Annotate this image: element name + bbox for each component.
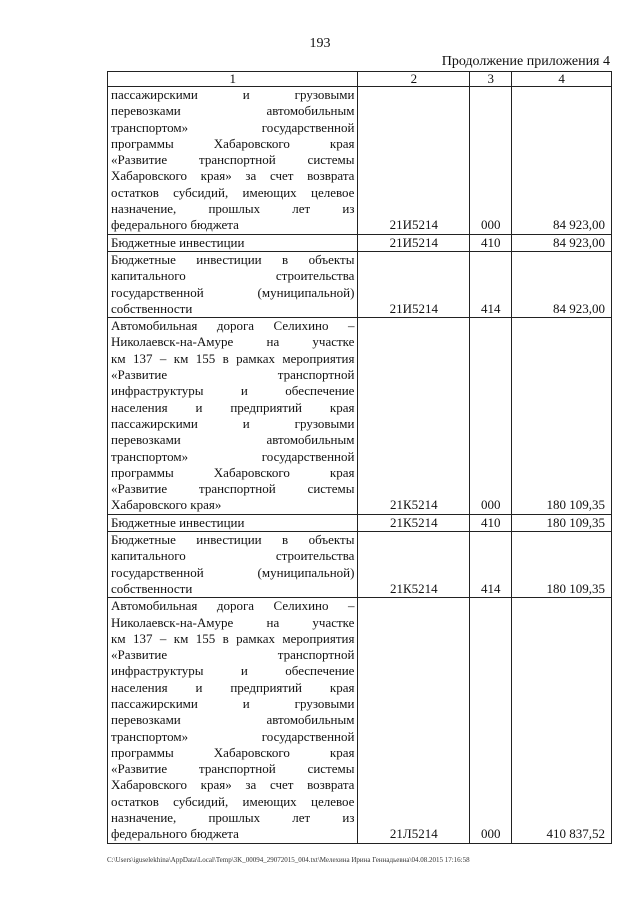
row-name-cell [108,318,358,515]
row-name-line: Автомобильная дорога Селихино – [111,598,355,614]
row-name-line: перевозками автомобильным [111,712,355,728]
row-name-line: пассажирскими и грузовыми [111,415,355,431]
row-name-line: инфраструктуры и обеспечение [111,663,355,679]
row-name-line: инфраструктуры и обеспечение [111,383,355,399]
row-name-cell [108,514,358,531]
table-row [108,532,612,598]
row-name-line: Николаевск-на-Амуре на участке [111,614,355,630]
row-expense-type: 410 [470,514,512,531]
row-expense-type: 000 [470,87,512,235]
row-name-line: назначение, прошлых лет из [111,201,355,217]
table-row [108,318,612,515]
row-name-line: Николаевск-на-Амуре на участке [111,334,355,350]
row-name-line: программы Хабаровского края [111,464,355,480]
file-path-footer: C:\Users\iguselekhina\AppData\Local\Temp\3K_00094_29072015_004.txt\Мелехина Ирина Геннадьевна\04.08.2015 17:16:58 [107,856,470,864]
table-row [108,514,612,531]
row-amount: 84 923,00 [512,251,612,317]
row-name-line: Бюджетные инвестиции [111,234,245,250]
row-name-cell [108,532,358,598]
row-amount: 84 923,00 [512,234,612,251]
page-number: 193 [309,36,331,51]
table-row [108,251,612,317]
row-target-code: 21К5214 [358,514,470,531]
row-name-line: назначение, прошлых лет из [111,810,355,826]
row-name-line: программы Хабаровского края [111,744,355,760]
row-name-line: «Развитие транспортной [111,367,355,383]
row-amount: 180 109,35 [512,532,612,598]
row-name-cell [108,251,358,317]
row-name-line: км 137 – км 155 в рамках мероприятия [111,630,355,646]
row-name-line: населения и предприятий края [111,399,355,415]
row-name-line: пассажирскими и грузовыми [111,695,355,711]
row-name-line: перевозками автомобильным [111,103,355,119]
header-col-4: 4 [512,72,612,87]
row-name-line: пассажирскими и грузовыми [111,87,355,102]
row-name-line: Бюджетные инвестиции [111,514,245,530]
continuation-note: Продолжение приложения 4 [441,54,610,69]
table-body [108,72,612,844]
row-name-line: Хабаровского края» за счет возврата [111,168,355,184]
row-name-cell [108,234,358,251]
row-target-code: 21И5214 [358,87,470,235]
header-col-3: 3 [470,72,512,87]
row-expense-type: 000 [470,598,512,843]
row-name-line: населения и предприятий края [111,679,355,695]
row-target-code: 21К5214 [358,318,470,515]
row-expense-type: 410 [470,234,512,251]
row-amount: 84 923,00 [512,87,612,235]
row-name-line: Бюджетные инвестиции в объекты [111,532,355,548]
row-name-line: остатков субсидий, имеющих целевое [111,793,355,809]
row-name-line: «Развитие транспортной системы [111,481,355,497]
row-name-line: федерального бюджета [111,826,239,842]
row-name-line: Бюджетные инвестиции в объекты [111,251,355,267]
row-name-line: «Развитие транспортной [111,647,355,663]
row-name-line: Хабаровского края» [111,497,222,513]
row-target-code: 21И5214 [358,251,470,317]
row-name-line: транспортом» государственной [111,448,355,464]
row-name-line: Автомобильная дорога Селихино – [111,318,355,334]
table-row [108,87,612,235]
row-target-code: 21И5214 [358,234,470,251]
row-name-line: «Развитие транспортной системы [111,761,355,777]
table-header-row [108,72,612,87]
row-name-line: Хабаровского края» за счет возврата [111,777,355,793]
row-name-line: собственности [111,300,193,316]
row-target-code: 21К5214 [358,532,470,598]
row-name-cell [108,87,358,235]
header-col-1: 1 [108,72,358,87]
table-row [108,234,612,251]
budget-table [107,71,612,844]
row-name-cell [108,598,358,843]
row-expense-type: 414 [470,251,512,317]
row-name-line: федерального бюджета [111,217,239,233]
row-amount: 180 109,35 [512,318,612,515]
table-row [108,598,612,843]
row-amount: 180 109,35 [512,514,612,531]
row-name-line: км 137 – км 155 в рамках мероприятия [111,350,355,366]
row-name-line: государственной (муниципальной) [111,564,355,580]
header-col-2: 2 [358,72,470,87]
row-name-line: капитального строительства [111,548,355,564]
row-name-line: программы Хабаровского края [111,135,355,151]
row-target-code: 21Л5214 [358,598,470,843]
row-name-line: перевозками автомобильным [111,432,355,448]
row-amount: 410 837,52 [512,598,612,843]
row-name-line: транспортом» государственной [111,119,355,135]
row-expense-type: 000 [470,318,512,515]
row-name-line: «Развитие транспортной системы [111,152,355,168]
row-name-line: государственной (муниципальной) [111,284,355,300]
row-name-line: транспортом» государственной [111,728,355,744]
row-name-line: капитального строительства [111,268,355,284]
row-expense-type: 414 [470,532,512,598]
row-name-line: собственности [111,580,193,596]
row-name-line: остатков субсидий, имеющих целевое [111,184,355,200]
